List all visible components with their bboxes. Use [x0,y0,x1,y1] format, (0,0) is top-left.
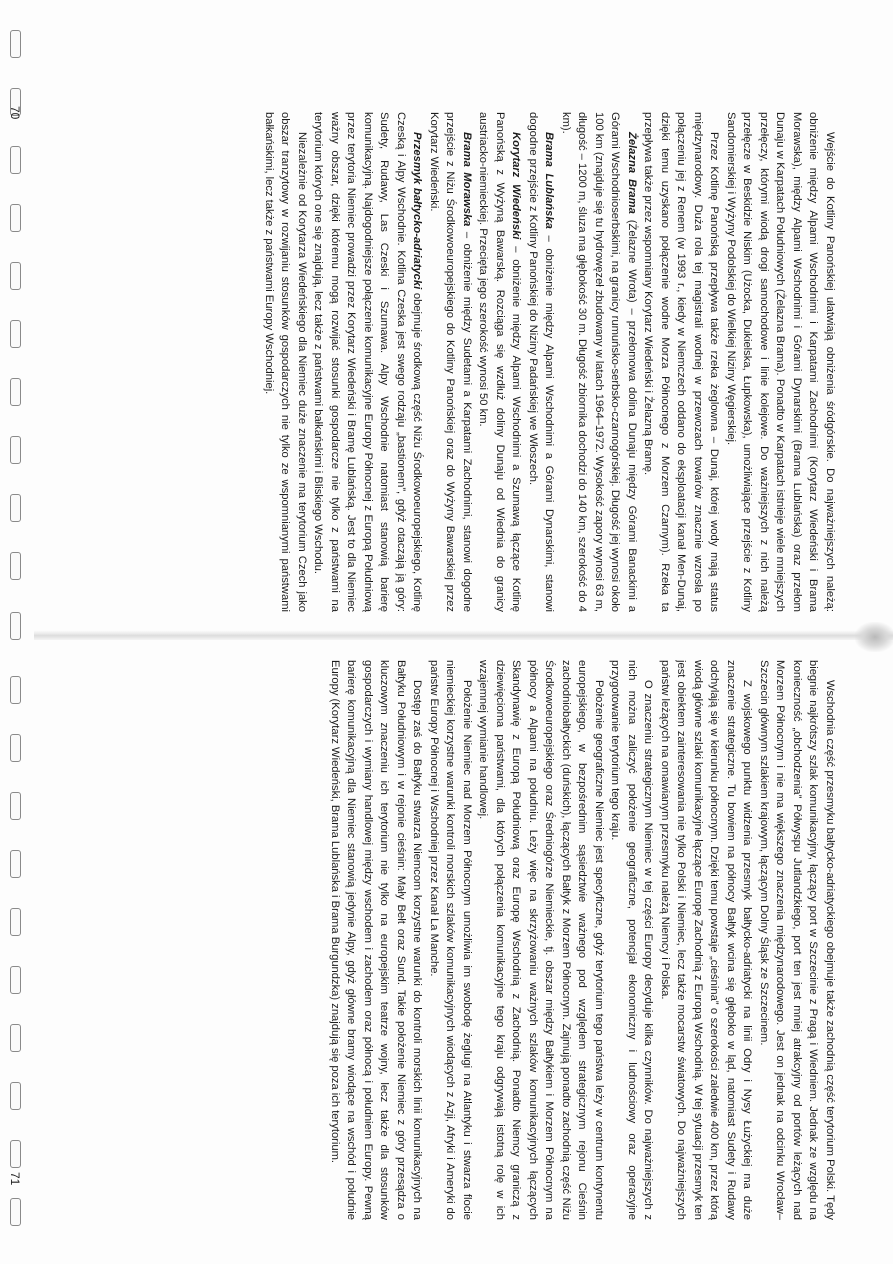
binder-hole [10,1140,21,1168]
page-number-left: 70 [8,106,22,120]
binder-hole [10,792,21,820]
paragraph: Położenie geograficzne Niemiec jest specyficzne, gdyż terytorium tego państwa leży w centrum kontynentu europejskiego, w bezpośrednim sąsiedztwie ważnego pod względem strategicznym rejonu Cieśnin zachodniobałtyckich (duńskich), łączących Bałtyk z Morzem Północnym. Zajmują ponadto zachodnią część Niżu Środkowoeuropejskiego oraz Średniogórze Niemieckie, tj. obszar między Bałtykiem i Morzem Północnym na północy a Alpami na południu. Leży więc na skrzyżowaniu ważnych szlaków komunikacyjnych łączących Skandynawię z Europą Południową oraz Europę Wschodnią z Zachodnią. Ponadto Niemcy graniczą z dziewięcioma państwami, dla których połączenia komunikacyjne tego kraju odgrywają istotną rolę w ich wzajemnej wymianie handlowej. [477,660,605,1220]
binder-hole [10,436,21,464]
paragraph: Brama Lublańska – obniżenie między Alpami Wschodnimi a Górami Dynarskimi, stanowi dogodne przejście z Kotliny Panońskiej do Niziny Padańskiej we Włoszech. [527,112,556,612]
binder-hole [10,146,21,174]
binder-hole [10,850,21,878]
term-brama-morawska: Brama Morawska [461,132,473,227]
binder-hole [10,204,21,232]
binder-hole [10,30,21,58]
term-przesmyk: Przesmyk bałtycko-adriatycki [411,132,424,290]
binder-hole [10,908,21,936]
binder-hole [10,494,21,522]
paragraph: Niezależnie od Korytarza Wiedeńskiego dla Niemiec duże znaczenie ma terytorium Czech jako obszar tranzytowy w rozwijaniu stosunków gospodarczych nie tylko ze wspomnianymi państwami bałkańskimi, lecz także z państwami Europy Wschodniej. [263,112,308,612]
paragraph: Dostęp zaś do Bałtyku stwarza Niemcom korzystne warunki do kontroli morskich linii komunikacyjnych na Bałtyku Południowym i w rejonie cieśnin: Mały Bełt oraz Sund. Takie położenie Niemiec z góry przesądza o kluczowym znaczeniu ich terytorium nie tylko na europejskim teatrze wojny, lecz także dla stosunków gospodarczych i wymiany handlowej między wschodem i zachodem oraz północą i południem Europy. Pewną barierę komunikacyjną dla Niemiec stanowią jedynie Alpy, gdyż główne bramy wiodące na wschód i południe Europy (Korytarz Wiedeński, Brama Lublańska i Brama Burgundzka) znajdują się poza ich terytorium. [329,660,424,1220]
binder-hole [10,378,21,406]
paragraph: O znaczeniu strategicznym Niemiec w tej części Europy decyduje kilka czynników. Do najważniejszych z nich można zaliczyć położenie geograficzne, potencjał ekonomiczny i ludnościowy oraz operacyjne przygotowanie terytorium tego kraju. [609,660,655,1220]
binder-holes [0,0,34,1264]
binder-hole [10,966,21,994]
binder-hole [10,262,21,290]
page-71-text [66,660,838,1220]
binder-hole [10,676,21,704]
binder-hole [10,552,21,580]
binder-hole [10,1082,21,1110]
page-70-text [66,112,838,612]
paragraph: Położenie Niemiec nad Morzem Północnym umożliwia im swobodę żeglugi na Atlantyku i stwarza flocie niemieckiej korzystne warunki kontroli morskich szlaków komunikacyjnych wiodących z Azji, Afryki i Ameryki do państw Europy Północnej i Wschodniej przez Kanał La Manche. [428,660,473,1220]
paragraph: Przez Kotlinę Panońską przepływa także rzeka żeglowna – Dunaj, której wody mają status międzynarodowy. Duża rola tej magistrali wodnej w przewozach towarów znacznie wzrosła po połączeniu jej z Renem (w 1993 r., kiedy w Niemczech oddano do eksploatacji kanał Men-Dunaj, dzięki temu uzyskano połączenie wodne Morza Północnego z Morzem Czarnym). Rzeka ta przepływa także przez wspomniany Korytarz Wiedeński i Żelazną Bramę. [642,112,721,612]
page-fold [34,630,893,640]
scan-smudge [855,622,893,652]
paragraph: Z wojskowego punktu widzenia przesmyk bałtycko-adriatycki na linii Odry i Nysy Łużyckiej ma duże znaczenie strategiczne. Tu bowiem na północy Bałtyk wcina się głęboko w ląd, natomiast Sudety i Rudawy odchylają się w kierunku północnym. Dzięki temu powstaje „cieśnina” o szerokości zaledwie 400 km, przez którą wiodą główne szlaki komunikacyjne łączące Europę Zachodnią z Europą Wschodnią. W tej sytuacji przesmyk ten jest obiektem zainteresowania nie tylko Polski i Niemiec, lecz także mocarstw światowych. Do najważniejszych państw leżących na omawianym przesmyku należą Niemcy i Polska. [659,660,754,1220]
term-zelazna-brama: Żelazna Brama [626,132,638,214]
binder-hole [10,1024,21,1052]
paragraph: Przesmyk bałtycko-adriatycki obejmuje środkową część Niżu Środkowoeuropejskiego, Kotlinę Czeską i Alpy Wschodnie. Kotlina Czeska jest swego rodzaju „bastionem”, gdyż otaczają ją góry: Sudety, Rudawy, Las Czeski i Szumawa. Alpy Wschodnie natomiast stanowią barierę komunikacyjną. Najdogodniejsze połączenie komunikacyjne Europy Północnej z Europą Południową przez terytoria Niemiec prowadzi przez Korytarz Wiedeński i Bramę Lublańską. Jest to dla Niemiec ważny obszar, dzięki któremu mogą rozwijać stosunki gospodarcze nie tylko z państwami na terytorium których one się znajdują, lecz także z państwami bałkańskimi i Bliskiego Wschodu. [312,112,424,612]
binder-hole [10,320,21,348]
page-number-right: 71 [8,1172,22,1186]
paragraph: Wejście do Kotliny Panońskiej ułatwiają obniżenia śródgórskie. Do najważniejszych należą: obniżenie między Alpami Wschodnimi i Karpatami Zachodnimi (Korytarz Wiedeński i Brama Morawska), między Alpami Wschodnimi i Górami Dynarskimi (Brama Lublańska) oraz przełom Dunaju w Karpatach Południowych (Żelazna Brama). Ponadto w Karpatach istnieje wiele mniejszych przełęczy, którymi wiodą drogi samochodowe i linie kolejowe. Do ważniejszych z nich należą przełęcze w Beskidzie Niskim (Użocka, Dukielska, Łupkowska), umożliwiające przejście z Kotliny Sandomierskiej i Wyżyny Podolskiej do Wielkiej Niziny Węgierskiej. [725,112,836,612]
binder-hole [10,612,21,640]
paragraph: Żelazna Brama (Żelazne Wrota) – przełomowa dolina Dunaju między Górami Banackimi a Górami Wschodnioserbskimi, na granicy rumuńsko-serbsko-czarnogórskiej. Długość jej wynosi około 100 km (znajduje się tu hydrowęzeł zbudowany w latach 1964–1972. Wysokość zapory wynosi 63 m, długość – 1200 m, śluza ma głębokość 30 m. Długość zbiornika dochodzi do 140 km, szerokość do 4 km). [560,112,638,612]
term-korytarz-wiedenski: Korytarz Wiedeński [510,132,523,240]
paragraph: Wschodnia część przesmyku bałtycko-adriatyckiego obejmuje także zachodnią część terytorium Polski. Tędy biegnie najkrótszy szlak komunikacyjny, łączący port w Szczecinie z Pragą i Wiedniem. Jednak ze względu na konieczność „obchodzenia” Półwyspu Jutlandzkiego, port ten jest mniej atrakcyjny od portów leżących nad Morzem Północnym i nie ma większego znaczenia międzynarodowego. Jest on jednak na odcinku Wrocław–Szczecin głównym szlakiem krajowym, łączącym Dolny Śląsk ze Szczecinem. [758,660,836,1220]
binder-hole [10,1198,21,1226]
term-brama-lublanska: Brama Lublańska [543,132,556,229]
paragraph: Brama Morawska – obniżenie między Sudetami a Karpatami Zachodnimi, stanowi dogodne przejście z Niżu Środkowoeuropejskiego do Kotliny Panońskiej oraz do Wyżyny Bawarskiej przez Korytarz Wiedeński. [428,112,473,612]
binder-hole [10,734,21,762]
paragraph: Korytarz Wiedeński – obniżenie między Alpami Wschodnimi a Szumawą łączące Kotlinę Panońską z Wyżyną Bawarską. Rozciąga się wzdłuż doliny Dunaju od Wiednia do granicy austriacko-niemieckiej. Przecięta jego szerokość wynosi 50 km. [477,112,523,612]
